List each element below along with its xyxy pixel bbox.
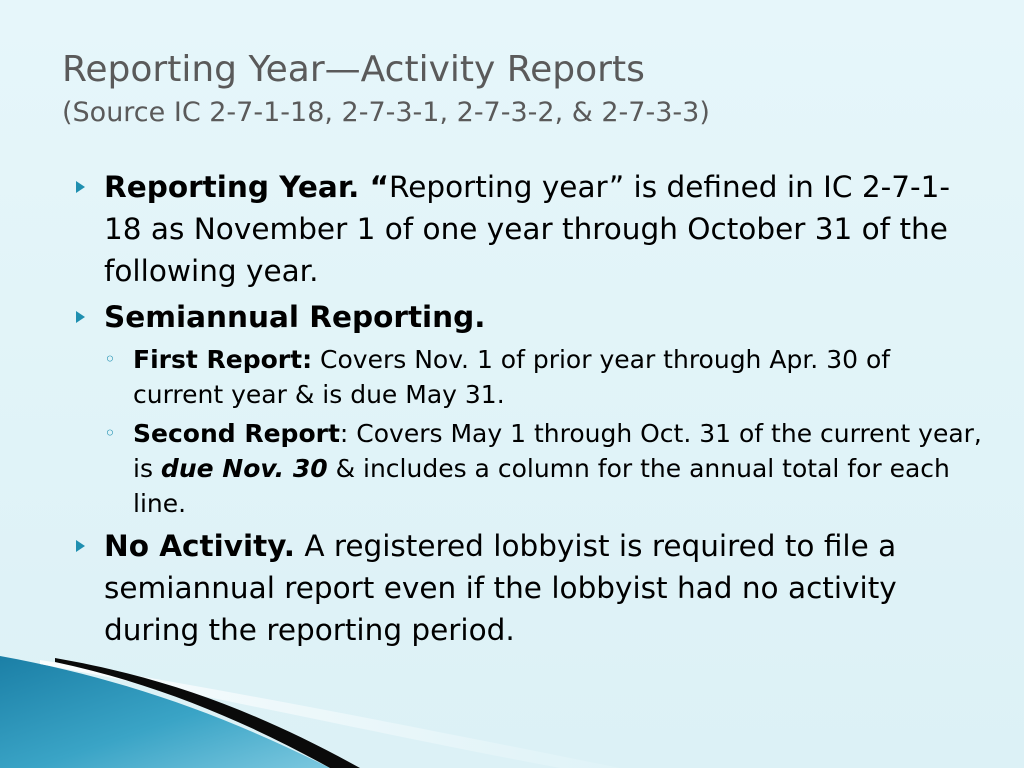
circle-bullet-icon: ◦ (104, 421, 116, 445)
sub-bullet-text-after: & includes a column for the annual total for each line. (133, 454, 950, 518)
title-line-1: Reporting Year—Activity Reports (62, 49, 645, 90)
sub-bullet-text: : Covers May 1 through Oct. 31 of the current year, is (133, 419, 982, 483)
sub-bullet-lead: First Report: (133, 345, 313, 374)
bullet-text: A registered lobbyist is required to file a semiannual report even if the lobbyist had no activity during the reporting period. (104, 529, 897, 647)
bullet-reporting-year (76, 166, 986, 292)
title-line-2: (Source IC 2-7-1-18, 2-7-3-1, 2-7-3-2, & 2-7-3-3) (62, 97, 710, 128)
swoosh-blue-band (0, 656, 330, 768)
slide-title (62, 46, 1002, 132)
sub-bullet-lead: Second Report (133, 419, 340, 448)
triangle-bullet-icon (76, 311, 85, 323)
bullet-no-activity (76, 525, 986, 651)
triangle-bullet-icon (76, 540, 85, 552)
sub-bullet-second-report (104, 416, 986, 521)
circle-bullet-icon: ◦ (104, 347, 116, 371)
sub-bullet-first-report (104, 342, 986, 412)
sub-bullet-text: Covers Nov. 1 of prior year through Apr. 30 of current year & is due May 31. (133, 345, 891, 409)
slide-body (76, 166, 986, 655)
bullet-semiannual-reporting (76, 296, 986, 338)
bullet-lead: Reporting Year. “ (104, 170, 390, 204)
bullet-lead: Semiannual Reporting. (104, 300, 486, 334)
decorative-swoosh (0, 638, 1024, 768)
triangle-bullet-icon (76, 181, 85, 193)
bullet-lead: No Activity. (104, 529, 295, 563)
bullet-text: Reporting year” is defined in IC 2-7-1-18 as November 1 of one year through October 31 of the following year. (104, 170, 951, 288)
due-date-emphasis: due Nov. 30 (160, 454, 328, 483)
